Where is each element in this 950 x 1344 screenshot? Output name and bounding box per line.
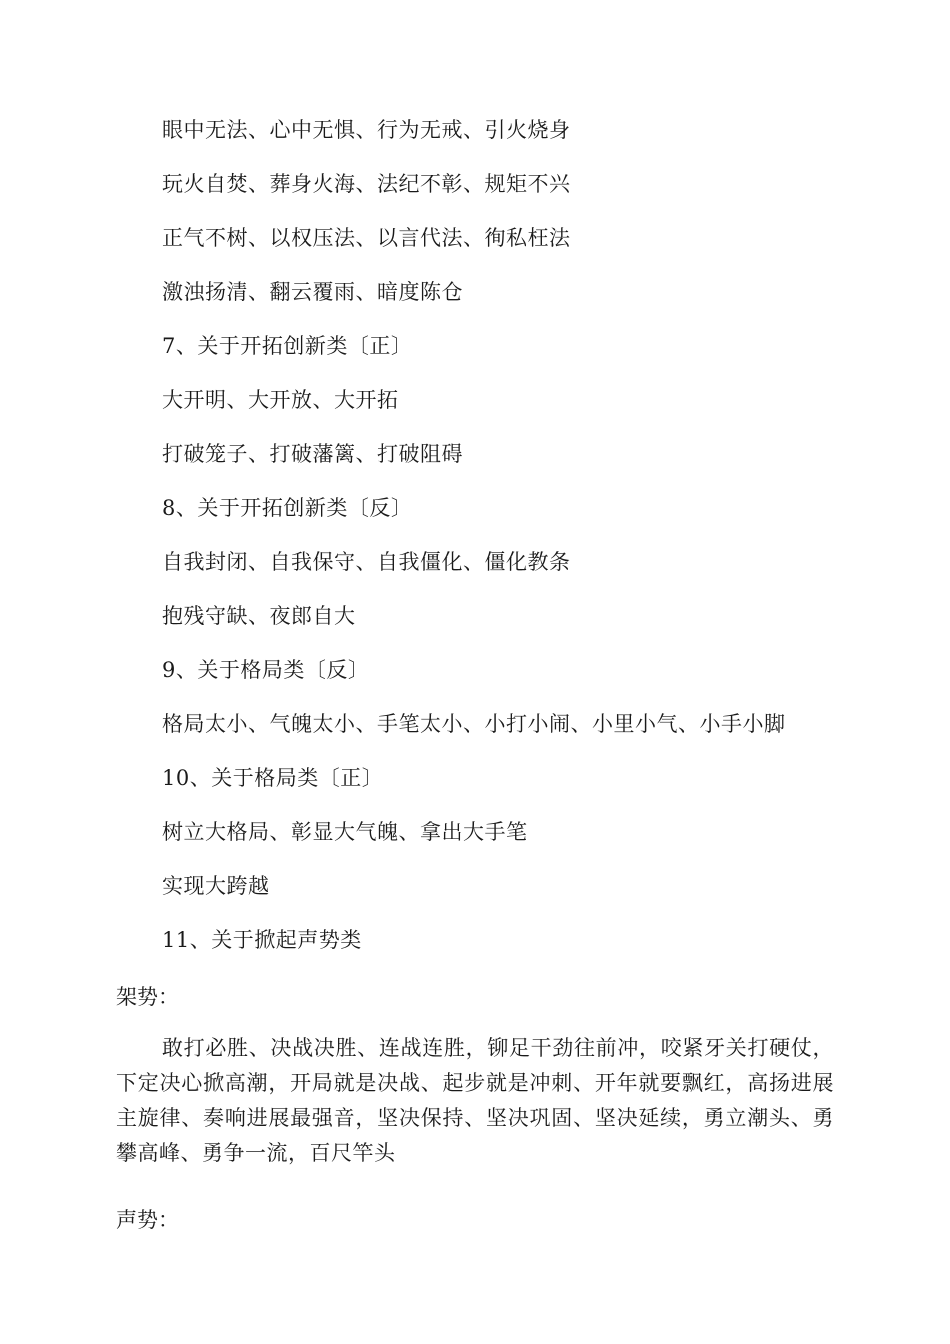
text-line-1: 眼中无法、心中无惧、行为无戒、引火烧身 bbox=[162, 118, 571, 142]
section-label-jiashi: 架势： bbox=[116, 985, 179, 1009]
paragraph-jiashi: 敢打必胜、决战决胜、连战连胜，铆足干劲往前冲，咬紧牙关打硬仗，下定决心掀高潮，开局就是决战、起步就是冲刺、开年就要飘红，高扬进展主旋律、奏响进展最强音，坚决保持、坚决巩固、坚决延续，勇立潮头、勇攀高峰、勇争一流，百尺竿头 bbox=[116, 1036, 834, 1165]
text-line-4: 激浊扬清、翻云覆雨、暗度陈仓 bbox=[162, 280, 463, 304]
text-line-9: 自我封闭、自我保守、自我僵化、僵化教条 bbox=[162, 550, 571, 574]
text-line-12: 格局太小、气魄太小、手笔太小、小打小闹、小里小气、小手小脚 bbox=[162, 712, 786, 736]
heading-8-innovation-negative: 8、关于开拓创新类〔反〕 bbox=[162, 496, 413, 520]
heading-7-innovation-positive: 7、关于开拓创新类〔正〕 bbox=[162, 334, 413, 358]
text-line-3: 正气不树、以权压法、以言代法、徇私枉法 bbox=[162, 226, 571, 250]
heading-9-pattern-negative: 9、关于格局类〔反〕 bbox=[162, 658, 370, 682]
text-line-7: 打破笼子、打破藩篱、打破阻碍 bbox=[162, 442, 463, 466]
text-line-14: 树立大格局、彰显大气魄、拿出大手笔 bbox=[162, 820, 528, 844]
heading-11-momentum: 11、关于掀起声势类 bbox=[162, 928, 362, 952]
section-label-shengshi: 声势： bbox=[116, 1208, 179, 1232]
text-line-6: 大开明、大开放、大开拓 bbox=[162, 388, 399, 412]
heading-10-pattern-positive: 10、关于格局类〔正〕 bbox=[162, 766, 384, 790]
text-line-2: 玩火自焚、葬身火海、法纪不彰、规矩不兴 bbox=[162, 172, 571, 196]
text-line-15: 实现大跨越 bbox=[162, 874, 270, 898]
text-line-10: 抱残守缺、夜郎自大 bbox=[162, 604, 356, 628]
